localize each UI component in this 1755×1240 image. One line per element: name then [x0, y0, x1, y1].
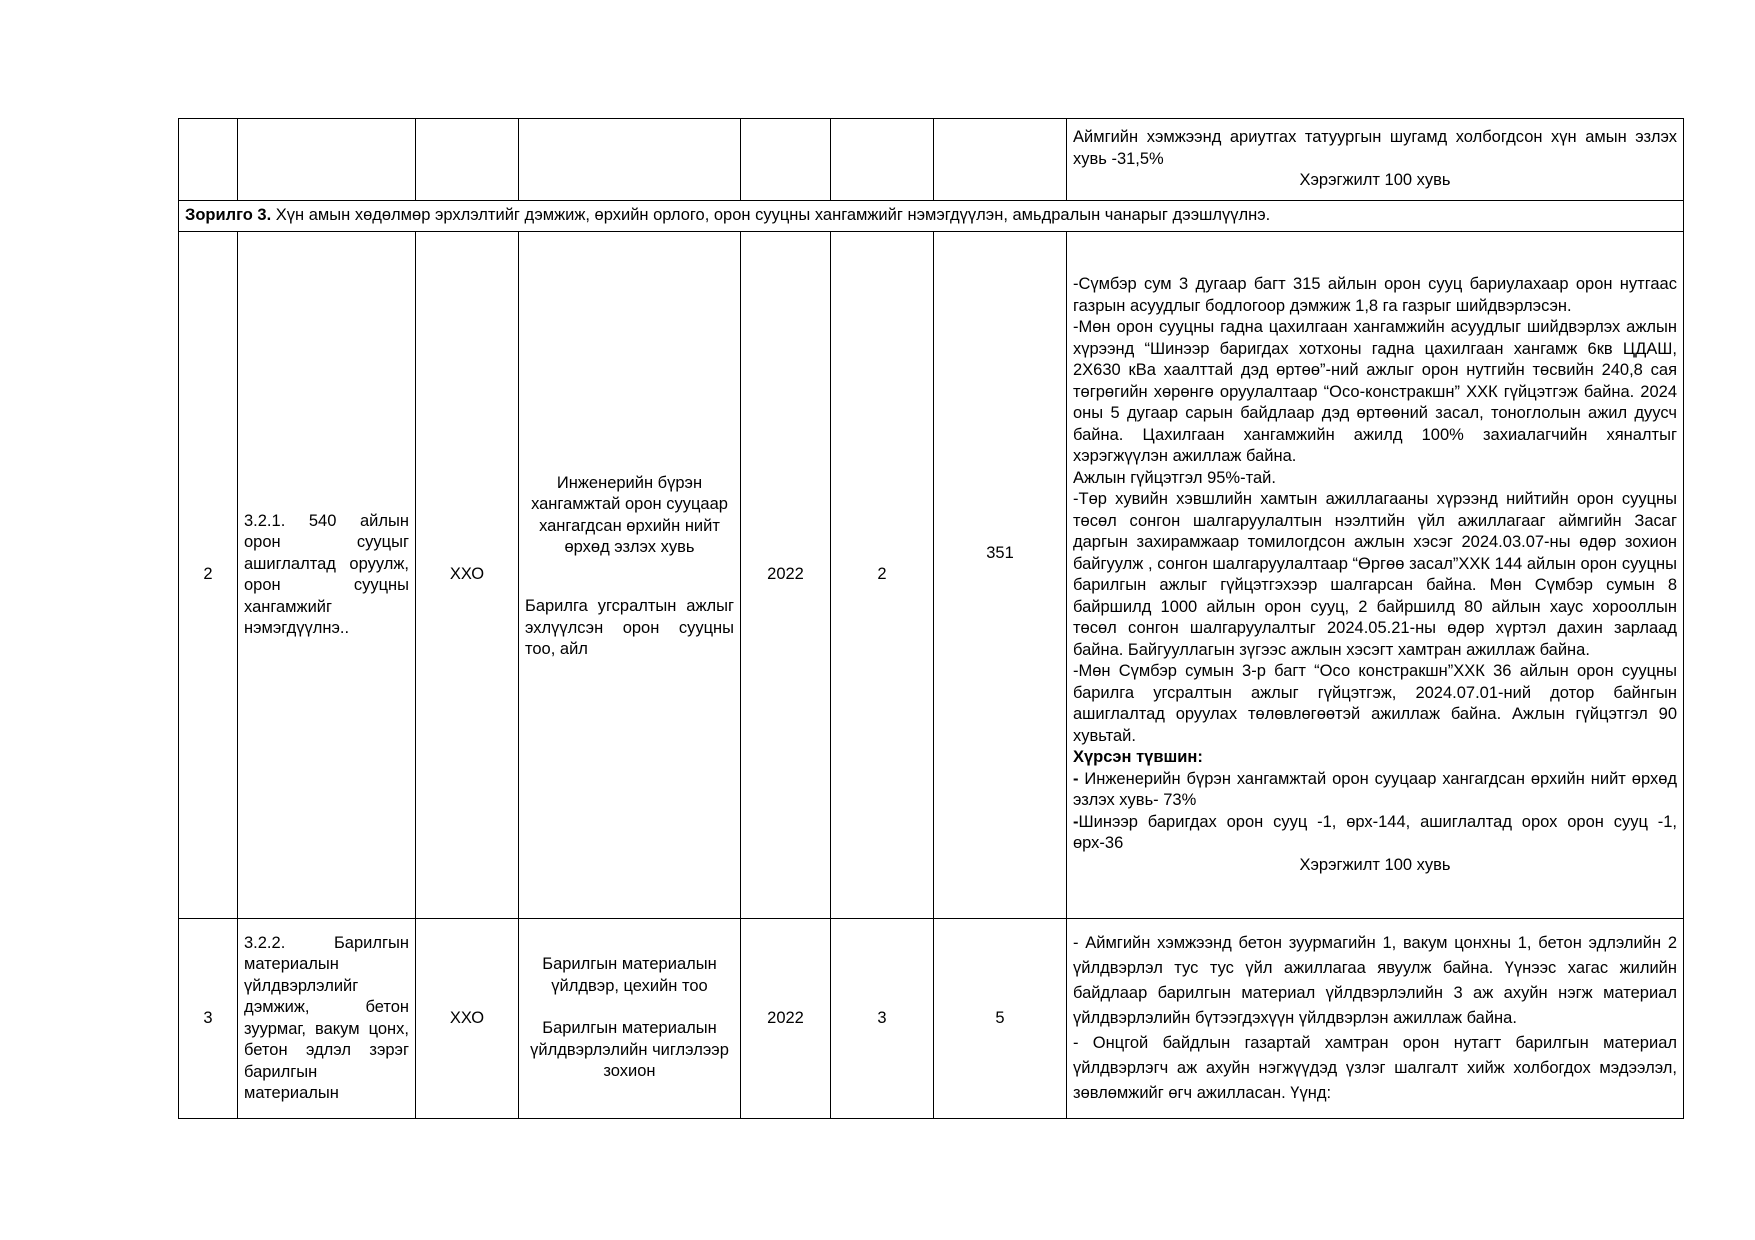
implementation-status: Хэрэгжилт 100 хувь: [1299, 171, 1451, 190]
report-paragraph: -Төр хувийн хэвшлийн хамтын ажиллагааны хүрээнд нийтийн орон сууцны төсөл сонгон шалгаруулалтын нээлтийн үйл ажиллагааг аймгийн Засаг даргын захирамжаар томилогдсон ажлын хэсэг 2024.03.07-ны өдөр зохион байгуулж , сонгон шалгаруулалтаар “Өргөө засал”ХХК 144 айлын орон сууцны барилгын ажлыг гүйцэтгэхээр шалгарсан байна. Мөн Сүмбэр сумын 8 байршилд 1000 айлын орон сууц, 2 байршилд 80 айлын хаус хорооллын төсөл сонгон шалгаруулалтыг 2024.05.21-ны өдөр хүртэл дахин зарлаад байна. Байгууллагын зүгээс ажлын хэсэгт хамтран ажиллаж байна.: [1073, 490, 1677, 659]
cell-year-empty: [741, 119, 831, 201]
cell-target: 351: [934, 232, 1067, 919]
indicator-secondary: Барилга угсралтын ажлыг эхлүүлсэн орон сууцны тоо, айл: [525, 597, 734, 659]
cell-year: 2022: [741, 919, 831, 1119]
cell-indicator-empty: [519, 119, 741, 201]
cell-measure-empty: [238, 119, 416, 201]
report-paragraph: -Мөн Сүмбэр сумын 3-р багт “Осо констракшн”ХХК 36 айлын орон сууцны барилга угсралтын ажлыг гүйцэтгэж, 2024.07.01-ний дотор байнгын ашиглалтад оруулах төлөвлөгөөтэй ажиллаж байна. Ажлын гүйцэтгэл 90 хувьтай.: [1073, 662, 1677, 745]
cell-baseline: 2: [831, 232, 934, 919]
table-row-continued: [179, 119, 1684, 201]
cell-baseline: 3: [831, 919, 934, 1119]
cell-baseline-empty: [831, 119, 934, 201]
cell-responsible: ХХО: [416, 232, 519, 919]
cell-report: [1067, 119, 1684, 201]
goal-text: Хүн амын хөдөлмөр эрхлэлтийг дэмжиж, өрхийн орлого, орон сууцны хангамжийг нэмэгдүүлэн, амьдралын чанарыг дээшлүүлнэ.: [271, 206, 1271, 225]
cell-target: 5: [934, 919, 1067, 1119]
measure-text: 3.2.1. 540 айлын орон сууцыг ашиглалтад оруулж, орон сууцны хангамжийг нэмэгдүүлнэ..: [244, 511, 409, 637]
cell-indicator: [519, 919, 741, 1119]
cell-responsible-empty: [416, 119, 519, 201]
indicator-primary: Инженерийн бүрэн хангамжтай орон сууцаар хангагдсан өрхийн нийт өрхөд эзлэх хувь: [531, 473, 728, 557]
cell-year: 2022: [741, 232, 831, 919]
cell-measure: [238, 232, 416, 919]
cell-report: [1067, 919, 1684, 1119]
goal-cell: [179, 201, 1684, 232]
plan-implementation-table: [178, 118, 1684, 1119]
goal-prefix: Зорилго 3.: [185, 206, 272, 225]
cell-report: [1067, 232, 1684, 919]
cell-no: 3: [179, 919, 238, 1119]
report-paragraph: -Сүмбэр сум 3 дугаар багт 315 айлын орон сууц бариулахаар орон нутгаас газрын асуудлыг бодлогоор дэмжиж 1,8 га газрыг шийдвэрлэсэн.: [1073, 275, 1677, 315]
table-row: [179, 232, 1684, 919]
indicator-secondary: Барилгын материалын үйлдвэрлэлийн чиглэлээр зохион: [530, 1019, 729, 1081]
cell-measure: [238, 919, 416, 1119]
achieved-item: - Инженерийн бүрэн хангамжтай орон сууцаар хангагдсан өрхийн нийт өрхөд эзлэх хувь- 73%: [1073, 769, 1677, 809]
measure-text: 3.2.2. Барилгын материалын үйлдвэрлэлийг дэмжиж, бетон зуурмаг, вакум цонх, бетон эдлэл зэрэг барилгын материалын: [244, 933, 409, 1102]
report-paragraph: Ажлын гүйцэтгэл 95%-тай.: [1073, 468, 1276, 487]
implementation-status: Хэрэгжилт 100 хувь: [1299, 855, 1451, 874]
achieved-heading: Хүрсэн түвшин:: [1073, 748, 1203, 766]
report-paragraph: - Аймгийн хэмжээнд бетон зуурмагийн 1, вакум цонхны 1, бетон эдлэлийн 2 үйлдвэрлэл тус тус үйл ажиллагаа явуулж байна. Үүнээс хагас жилийн байдлаар барилгын материал үйлдвэрлэлийн 3 аж ахуйн нэгж материал үйлдвэрлэлийн бүтээгдэхүүн үйлдвэрлэн ажиллаж байна.: [1073, 934, 1677, 1027]
cell-responsible: ХХО: [416, 919, 519, 1119]
cell-no: 2: [179, 232, 238, 919]
report-paragraph: - Онцгой байдлын газартай хамтран орон нутагт барилгын материал үйлдвэрлэгч аж ахуйн нэгжүүдэд үзлэг шалгалт хийж холбогдох мэдээлэл, зөвлөмжийг өгч ажилласан. Үүнд:: [1073, 1034, 1677, 1102]
goal-row: [179, 201, 1684, 232]
report-paragraph: Аймгийн хэмжээнд ариутгах татуургын шугамд холбогдсон хүн амын эзлэх хувь -31,5%: [1073, 128, 1677, 168]
report-paragraph: -Мөн орон сууцны гадна цахилгаан хангамжийн асуудлыг шийдвэрлэх ажлын хүрээнд “Шинээр баригдах хотхоны гадна цахилгаан хангамж 6кв ЦДАШ, 2Х630 кВа хаалттай дэд өртөө”-ний ажлыг орон нутгийн төсвийн 240,8 сая төгрөгийн хөрөнгө оруулалтаар “Осо-констракшн” ХХК гүйцэтгэж байна. 2024 оны 5 дугаар сарын байдлаар дэд өртөөний засал, тоноглолын ажил дуусч байна. Цахилгаан хангамжийн ажилд 100% захиалагчийн хяналтыг хэрэгжүүлэн ажиллаж байна.: [1073, 318, 1677, 465]
indicator-primary: Барилгын материалын үйлдвэр, цехийн тоо: [542, 955, 717, 995]
cell-indicator: [519, 232, 741, 919]
cell-target-empty: [934, 119, 1067, 201]
table-row: [179, 919, 1684, 1119]
cell-no-empty: [179, 119, 238, 201]
achieved-item: -Шинээр баригдах орон сууц -1, өрх-144, ашиглалтад орох орон сууц -1, өрх-36: [1073, 812, 1677, 852]
